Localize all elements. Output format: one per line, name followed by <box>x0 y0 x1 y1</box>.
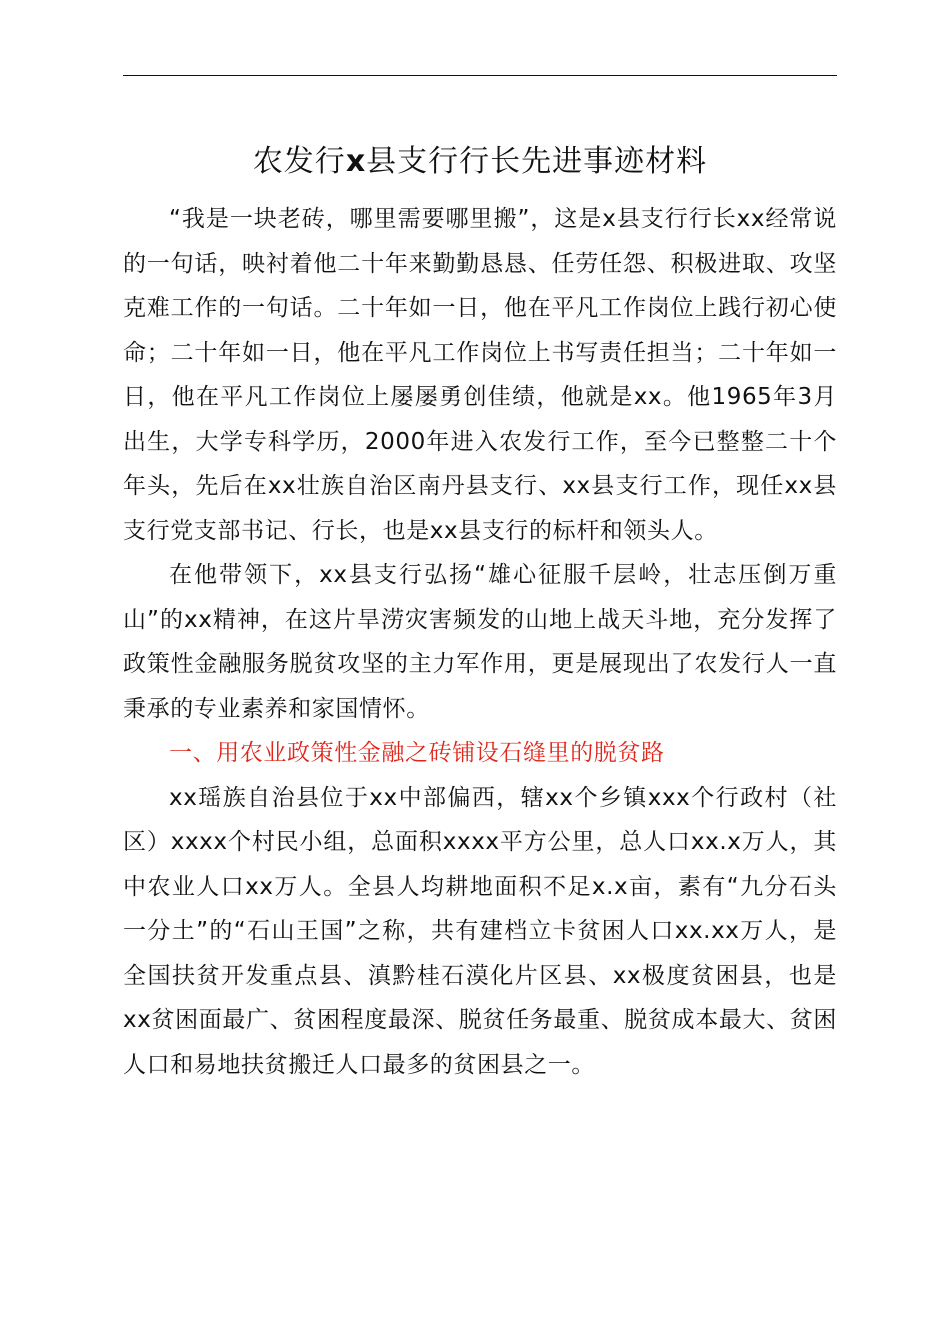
title-suffix: 县支行行长先进事迹材料 <box>366 144 708 179</box>
paragraph-intro: “我是一块老砖，哪里需要哪里搬”，这是x县支行行长xx经常说的一句话，映衬着他二十年来勤勤恳恳、任劳任怨、积极进取、攻坚克难工作的一句话。二十年如一日，他在平凡工作岗位上践行初心使命；二十年如一日，他在平凡工作岗位上书写责任担当；二十年如一日，他在平凡工作岗位上屡屡勇创佳绩，他就是xx。他1965年3月出生，大学专科学历，2000年进入农发行工作，至今已整整二十个年头，先后在xx壮族自治区南丹县支行、xx县支行工作，现任xx县支行党支部书记、行长，也是xx县支行的标杆和领头人。 <box>123 206 837 544</box>
paragraph-county-overview: xx瑶族自治县位于xx中部偏西，辖xx个乡镇xxx个行政村（社区）xxxx个村民小组，总面积xxxx平方公里，总人口xx.x万人，其中农业人口xx万人。全县人均耕地面积不足x.x亩，素有“九分石头一分土”的“石山王国”之称，共有建档立卡贫困人口xx.xx万人，是全国扶贫开发重点县、滇黔桂石漠化片区县、xx极度贫困县，也是xx贫困面最广、贫困程度最深、脱贫任务最重、脱贫成本最大、贫困人口和易地扶贫搬迁人口最多的贫困县之一。 <box>123 784 837 1078</box>
title-x: x <box>345 144 367 179</box>
paragraph-leadership: 在他带领下，xx县支行弘扬“雄心征服千层岭，壮志压倒万重山”的xx精神，在这片旱涝灾害频发的山地上战天斗地，充分发挥了政策性金融服务脱贫攻坚的主力军作用，更是展现出了农发行人一直秉承的专业素养和家国情怀。 <box>123 562 837 722</box>
section-heading: 一、用农业政策性金融之砖铺设石缝里的脱贫路 <box>169 740 665 766</box>
title-prefix: 农发行 <box>252 144 346 179</box>
document-body <box>123 132 837 1087</box>
header-rule <box>123 75 837 76</box>
document-title <box>123 132 837 192</box>
